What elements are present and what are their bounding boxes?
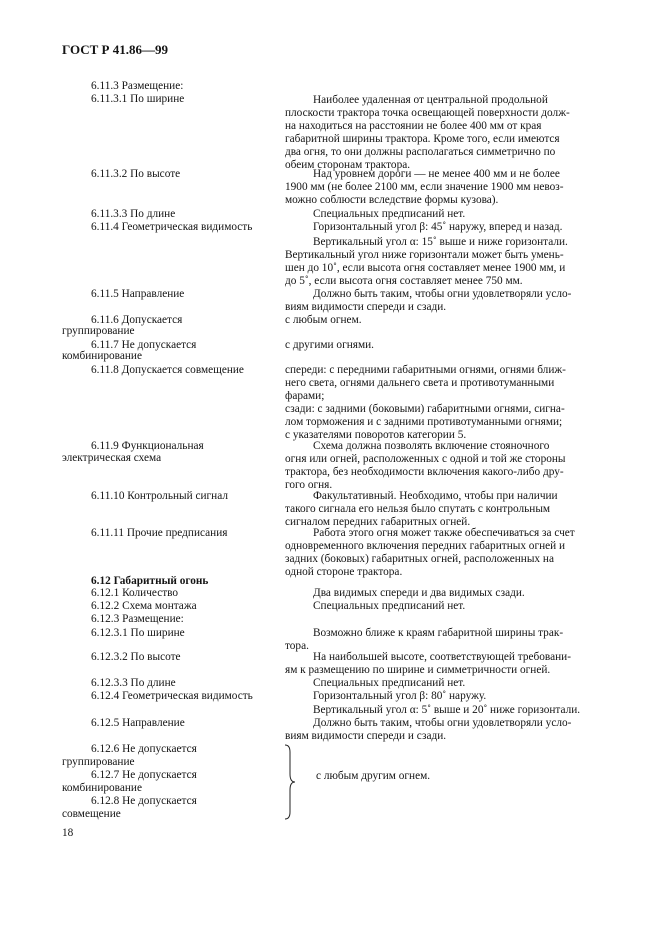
grouping-brace: [283, 744, 297, 820]
clause-label: 6.12.5 Направление: [91, 717, 185, 729]
clause-label-cont: электрическая схема: [62, 452, 162, 464]
clause-text: плоскости трактора точка освещающей поверхности долж-: [285, 107, 570, 119]
clause-label: 6.11.7 Не допускается: [91, 339, 197, 351]
clause-label: 6.12.7 Не допускается: [91, 769, 197, 781]
clause-label: 6.11.8 Допускается совмещение: [91, 364, 244, 376]
clause-label: 6.11.4 Геометрическая видимость: [91, 221, 253, 233]
clause-label-cont: комбинирование: [62, 350, 142, 362]
clause-label: 6.12.3.3 По длине: [91, 677, 176, 689]
clause-label: 6.12.6 Не допускается: [91, 743, 197, 755]
clause-text: него света, огнями дальнего света и противотуманными: [285, 377, 555, 389]
clause-label: 6.11.11 Прочие предписания: [91, 527, 228, 539]
clause-text: ям к размещению по ширине и симметричности огней.: [285, 664, 551, 676]
clause-label-cont: группирование: [62, 325, 135, 337]
clause-text: Схема должна позволять включение стояночного: [313, 440, 550, 452]
document-header: ГОСТ Р 41.86—99: [62, 42, 168, 57]
section-heading: 6.12 Габаритный огонь: [91, 575, 209, 587]
clause-text: тора.: [285, 640, 309, 652]
clause-text: такого сигнала его нельзя было спутать с контрольным: [285, 503, 551, 515]
clause-text: На наибольшей высоте, соответствующей требовани-: [313, 651, 571, 663]
clause-text: с любым другим огнем.: [316, 770, 431, 782]
clause-label-cont: комбинирование: [62, 782, 142, 794]
clause-text: на находиться на расстоянии не более 400 мм от края: [285, 120, 542, 132]
clause-text: с любым огнем.: [285, 314, 362, 326]
clause-text: трактора, без необходимости включения какого-либо дру-: [285, 466, 564, 478]
clause-text: сигналом передних габаритных огней.: [285, 516, 471, 528]
clause-text: задних (боковых) габаритных огней, расположенных на: [285, 553, 554, 565]
clause-text: Должно быть таким, чтобы огни удовлетворяли усло-: [313, 288, 572, 300]
clause-label: 6.11.3.2 По высоте: [91, 168, 181, 180]
clause-text: Возможно ближе к краям габаритной ширины трак-: [313, 627, 564, 639]
clause-text: до 5˚, если высота огня составляет менее 750 мм.: [285, 275, 523, 287]
clause-text: можно соблюсти вследствие формы кузова).: [285, 194, 499, 206]
clause-text: Должно быть таким, чтобы огни удовлетворяли усло-: [313, 717, 572, 729]
clause-label: 6.12.4 Геометрическая видимость: [91, 690, 253, 702]
clause-text: Над уровнем дороги — не менее 400 мм и не более: [313, 168, 560, 180]
clause-label: 6.11.3.1 По ширине: [91, 93, 185, 105]
clause-label: 6.12.3 Размещение:: [91, 613, 184, 625]
clause-text: обеим сторонам трактора.: [285, 159, 411, 171]
clause-text: с другими огнями.: [285, 339, 374, 351]
clause-label: 6.12.8 Не допускается: [91, 795, 197, 807]
clause-text: Специальных предписаний нет.: [313, 208, 466, 220]
clause-text: Работа этого огня может также обеспечиваться за счет: [313, 527, 575, 539]
clause-label: 6.11.3 Размещение:: [91, 80, 184, 92]
clause-text: Два видимых спереди и два видимых сзади.: [313, 587, 525, 599]
clause-text: Наиболее удаленная от центральной продольной: [313, 94, 548, 106]
clause-text: спереди: с передними габаритными огнями, огнями ближ-: [285, 364, 566, 376]
clause-label-cont: группирование: [62, 756, 135, 768]
clause-label-cont: совмещение: [62, 808, 121, 820]
clause-text: виям видимости спереди и сзади.: [285, 730, 447, 742]
clause-text: сзади: с задними (боковыми) габаритными огнями, сигна-: [285, 403, 565, 415]
page-number: 18: [62, 827, 74, 839]
clause-text: Горизонтальный угол β: 80˚ наружу.: [313, 690, 487, 702]
clause-label: 6.12.2 Схема монтажа: [91, 600, 197, 612]
clause-text: одной стороне трактора.: [285, 566, 403, 578]
clause-text: шен до 10˚, если высота огня составляет менее 1900 мм, и: [285, 262, 566, 274]
clause-text: 1900 мм (не более 2100 мм, если значение 1900 мм невоз-: [285, 181, 564, 193]
clause-label: 6.11.3.3 По длине: [91, 208, 176, 220]
clause-text: фарами;: [285, 390, 325, 402]
clause-text: одновременного включения передних габаритных огней и: [285, 540, 566, 552]
clause-text: с указателями поворотов категории 5.: [285, 429, 467, 441]
clause-text: Вертикальный угол ниже горизонтали может быть умень-: [285, 249, 564, 261]
clause-label: 6.12.3.2 По высоте: [91, 651, 181, 663]
clause-text: два огня, то они должны располагаться симметрично по: [285, 146, 556, 158]
clause-text: виям видимости спереди и сзади.: [285, 301, 447, 313]
clause-label: 6.11.5 Направление: [91, 288, 185, 300]
clause-text: Специальных предписаний нет.: [313, 677, 466, 689]
clause-label: 6.12.3.1 По ширине: [91, 627, 185, 639]
clause-text: Факультативный. Необходимо, чтобы при наличии: [313, 490, 558, 502]
clause-label: 6.11.6 Допускается: [91, 314, 183, 326]
clause-text: Горизонтальный угол β: 45˚ наружу, вперед и назад.: [313, 221, 563, 233]
clause-text: гого огня.: [285, 479, 333, 491]
clause-text: Специальных предписаний нет.: [313, 600, 466, 612]
clause-text: огня или огней, расположенных с одной и той же стороны: [285, 453, 566, 465]
clause-text: габаритной ширины трактора. Кроме того, если имеются: [285, 133, 560, 145]
clause-label: 6.11.10 Контрольный сигнал: [91, 490, 228, 502]
clause-label: 6.11.9 Функциональная: [91, 440, 204, 452]
clause-text: лом торможения и с задними противотуманными огнями;: [285, 416, 563, 428]
clause-text: Вертикальный угол α: 15˚ выше и ниже горизонтали.: [313, 236, 568, 248]
clause-text: Вертикальный угол α: 5˚ выше и 20˚ ниже горизонтали.: [313, 704, 581, 716]
clause-label: 6.12.1 Количество: [91, 587, 179, 599]
